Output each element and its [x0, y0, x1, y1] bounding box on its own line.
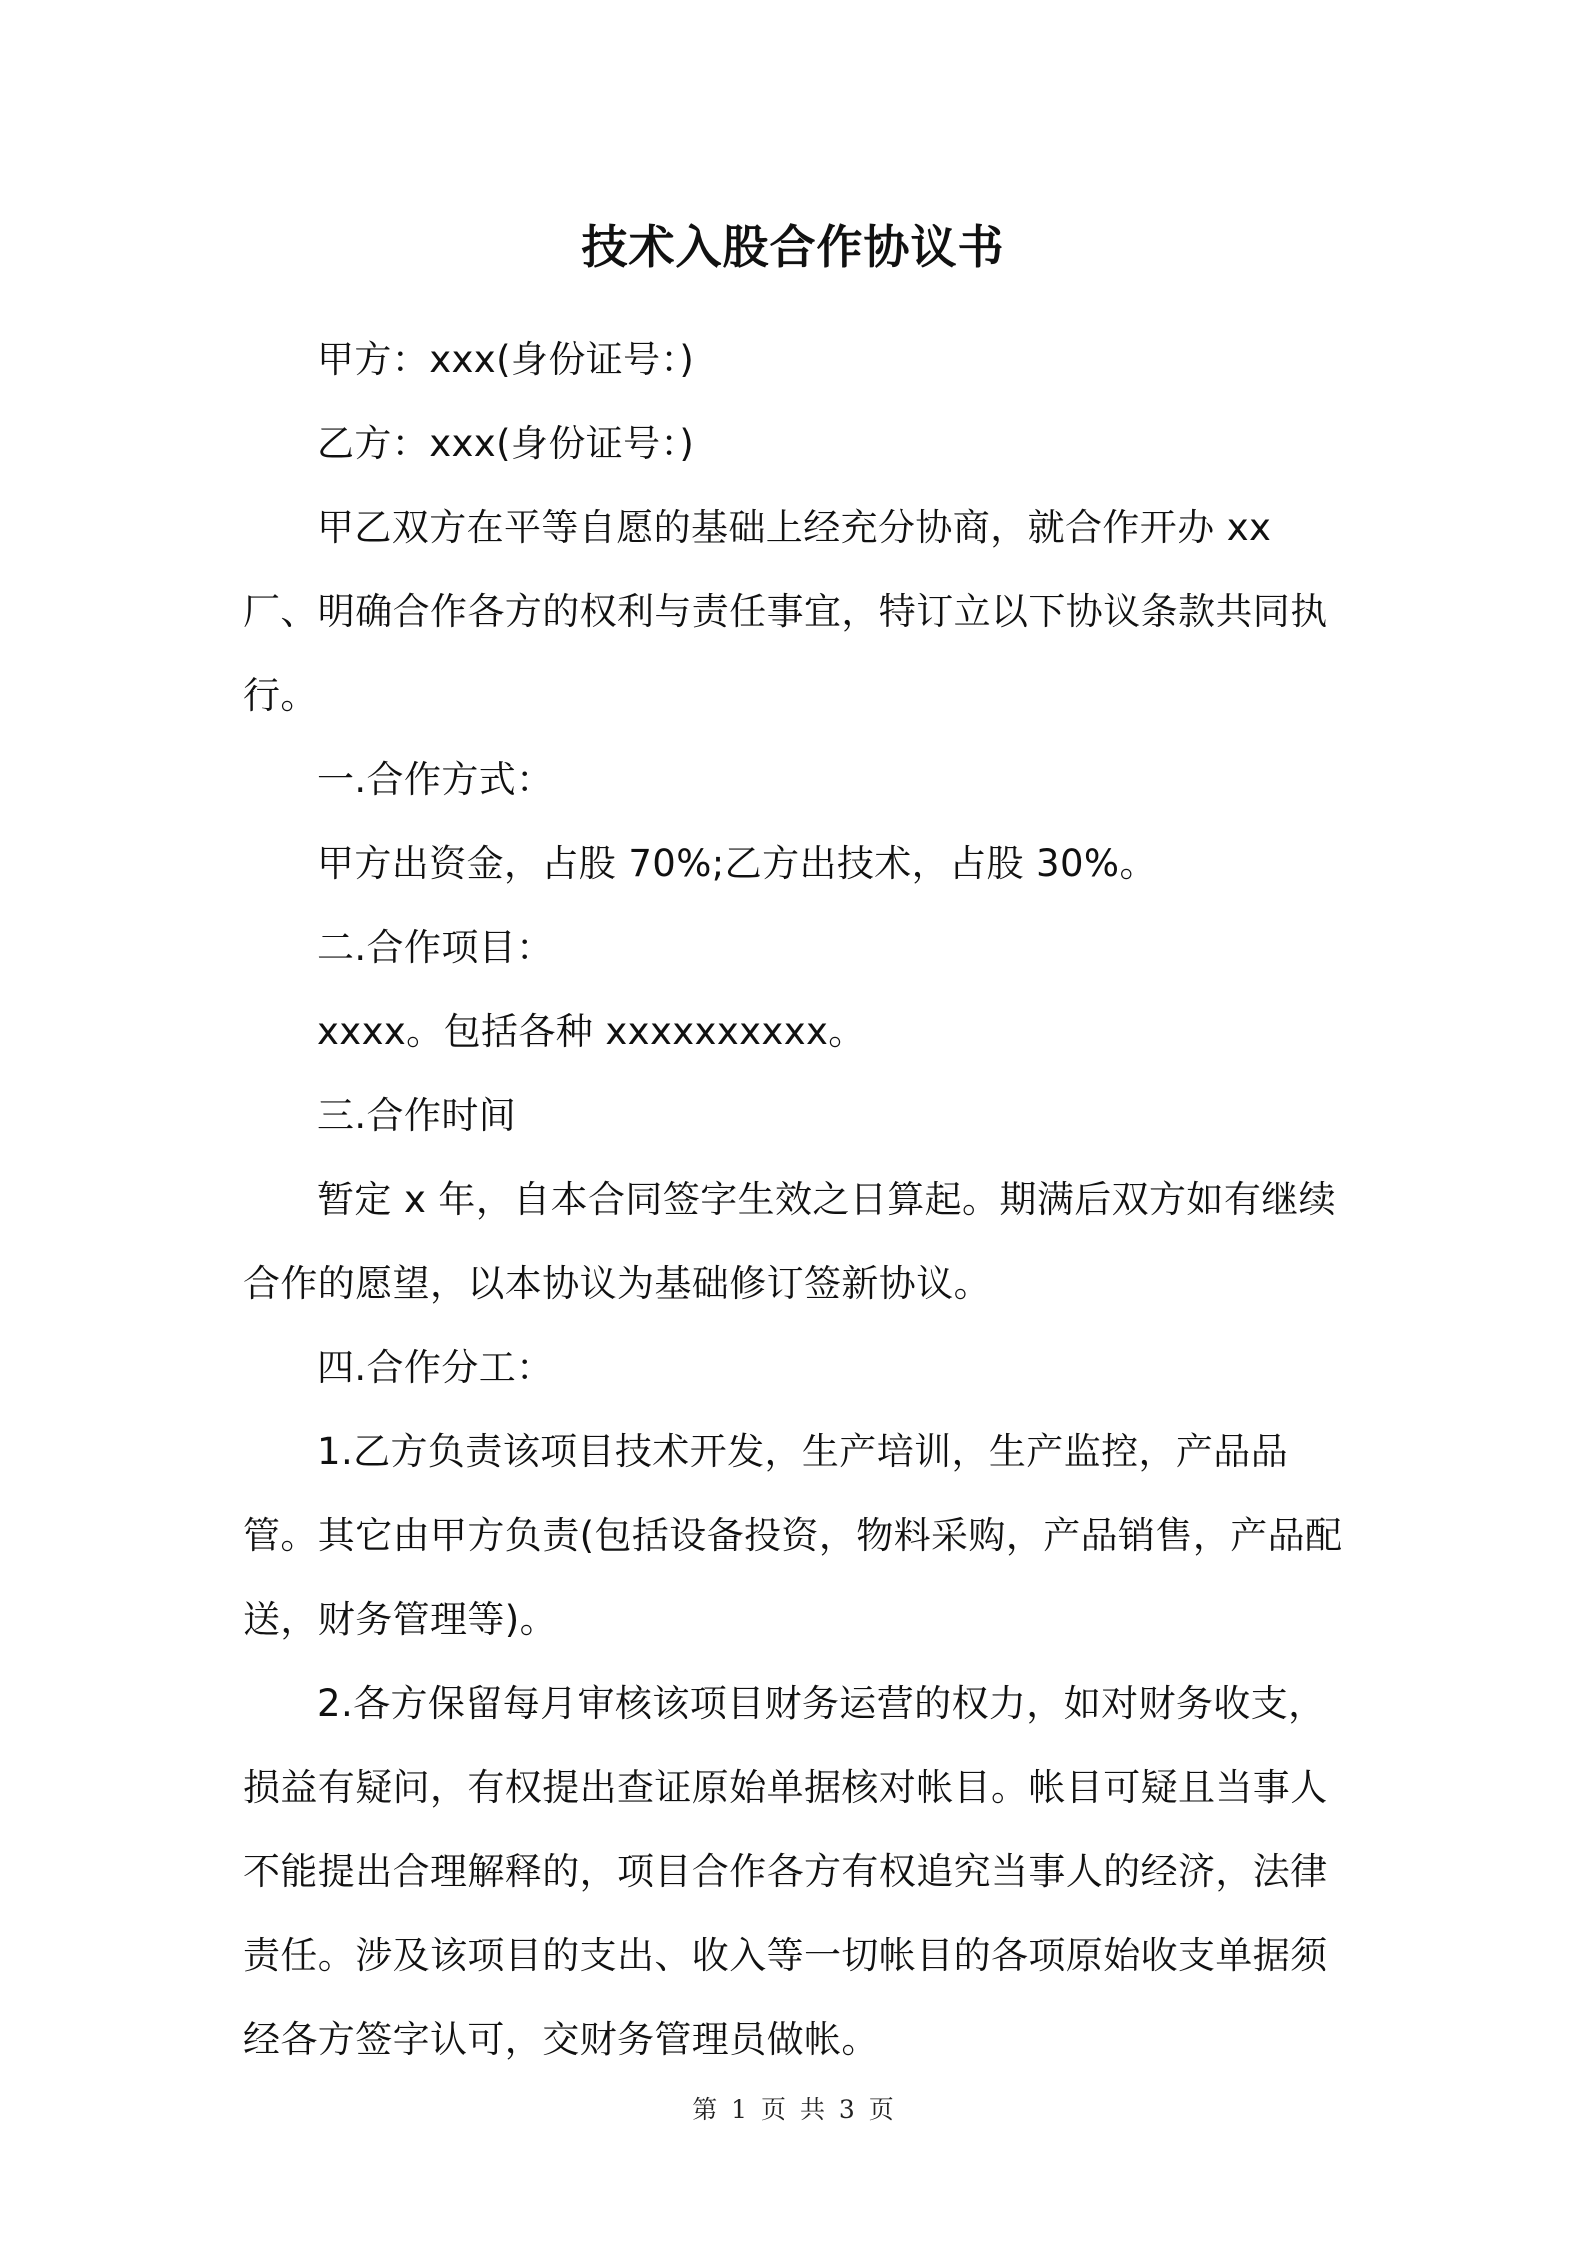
section-heading-cooperation-project: 二.合作项目： [317, 926, 554, 969]
section-heading-cooperation-time: 三.合作时间 [317, 1094, 517, 1137]
preamble-paragraph: 甲乙双方在平等自愿的基础上经充分协商，就合作开办 xx 厂、明确合作各方的权利与责任事宜，特订立以下协议条款共同执行。 [243, 506, 1328, 717]
cooperation-project-paragraph: xxxx。包括各种 xxxxxxxxxx。 [317, 1010, 866, 1053]
document-body [243, 318, 1358, 2082]
document-title: 技术入股合作协议书 [581, 220, 1005, 274]
party-a-line: 甲方：xxx(身份证号：) [317, 338, 695, 381]
party-b-line: 乙方：xxx(身份证号：) [317, 422, 695, 465]
cooperation-time-paragraph: 暂定 x 年，自本合同签字生效之日算起。期满后双方如有继续合作的愿望，以本协议为基础修订签新协议。 [243, 1178, 1337, 1305]
division-of-work-item-1: 1.乙方负责该项目技术开发，生产培训，生产监控，产品品管。其它由甲方负责(包括设备投资，物料采购，产品销售，产品配送，财务管理等)。 [243, 1430, 1343, 1641]
cooperation-method-paragraph: 甲方出资金，占股 70%;乙方出技术，占股 30%。 [317, 842, 1157, 885]
division-of-work-item-2: 2.各方保留每月审核该项目财务运营的权力，如对财务收支，损益有疑问，有权提出查证原始单据核对帐目。帐目可疑且当事人不能提出合理解释的，项目合作各方有权追究当事人的经济，法律责任。涉及该项目的支出、收入等一切帐目的各项原始收支单据须经各方签字认可，交财务管理员做帐。 [243, 1682, 1328, 2061]
section-heading-division-of-work: 四.合作分工： [317, 1346, 554, 1389]
page-number-footer: 第 1 页 共 3 页 [692, 2095, 894, 2124]
section-heading-cooperation-method: 一.合作方式： [317, 758, 554, 801]
